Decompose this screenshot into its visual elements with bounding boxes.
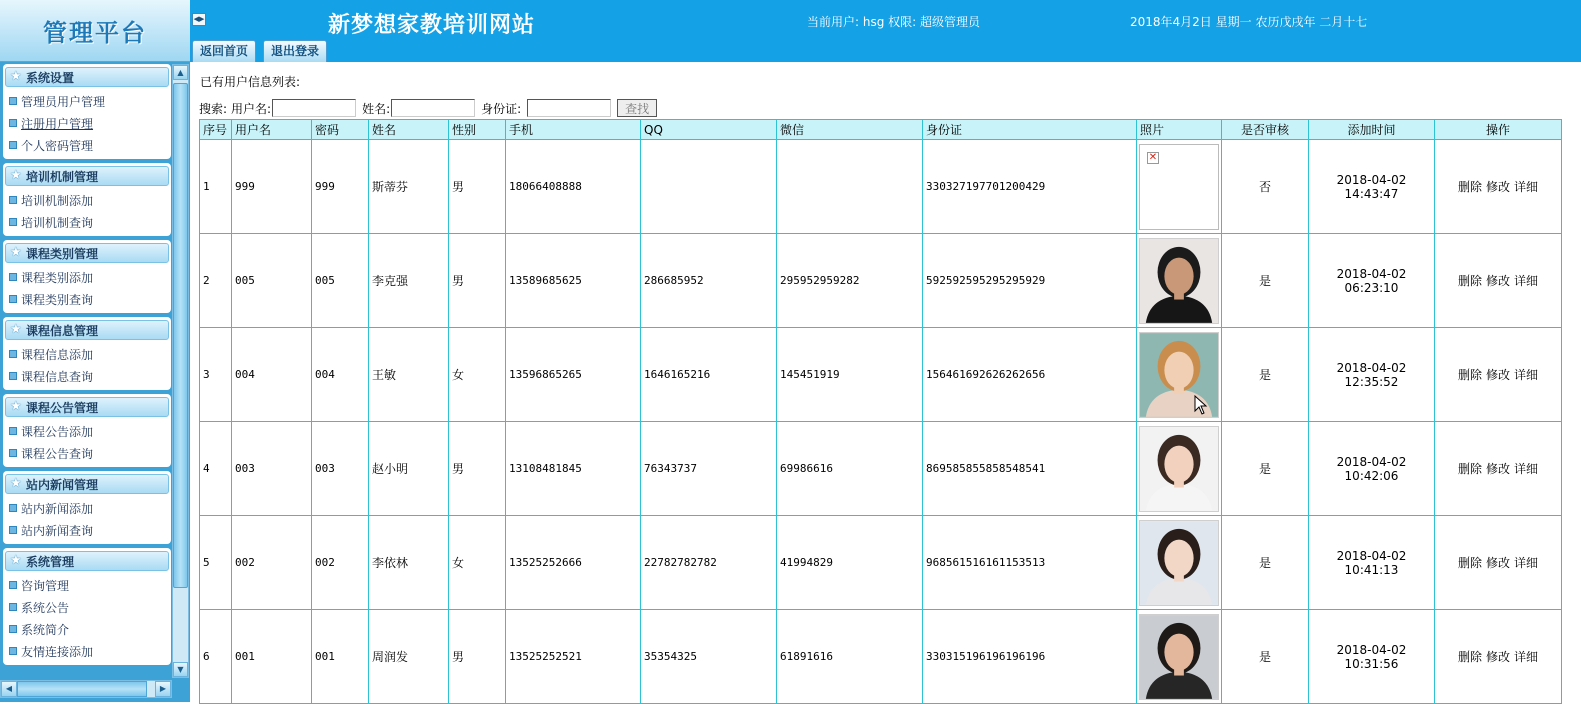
cell-actions [1435,516,1562,610]
sidebar-item-label: 管理员用户管理 [21,94,106,109]
idcard-search-input[interactable] [527,99,611,117]
nav-group-header[interactable] [5,166,169,186]
cell-gender: 女 [449,328,506,422]
search-bar [199,99,657,117]
cell-phone: 13525252521 [506,610,641,704]
logo-text: 管理平台 [43,18,147,47]
bullet-icon [9,119,17,127]
delete-link[interactable]: 删除 [1457,180,1482,194]
nav-group [3,163,171,236]
cell-approved: 是 [1222,328,1309,422]
scroll-up-icon[interactable]: ▲ [173,65,188,80]
bullet-icon [9,427,17,435]
sidebar-item[interactable] [5,211,169,233]
column-header: 手机 [506,120,641,140]
column-header: 照片 [1137,120,1222,140]
bullet-icon [9,449,17,457]
sidebar-item-label: 系统公告 [21,600,70,615]
cell-phone: 13596865265 [506,328,641,422]
search-label: 搜索: [199,101,228,116]
search-button[interactable]: 查找 [617,99,657,117]
sidebar-item-label: 课程类别查询 [21,292,94,307]
star-icon: ★ [10,69,22,84]
username-search-input[interactable] [272,99,356,117]
cell-password: 005 [312,234,369,328]
cell-added: 2018-04-02 10:41:13 [1309,516,1435,610]
cell-wechat: 295952959282 [777,234,923,328]
table-row [200,328,1562,422]
cell-actions [1435,610,1562,704]
edit-link[interactable]: 修改 [1485,556,1510,570]
nav-group [3,64,171,159]
cell-added: 2018-04-02 12:35:52 [1309,328,1435,422]
cell-no: 1 [200,140,232,234]
column-header: 用户名 [232,120,312,140]
cell-username: 005 [232,234,312,328]
table-row [200,422,1562,516]
date-info: 2018年4月2日 星期一 农历戊戌年 二月十七 [1130,15,1368,29]
user-photo [1139,238,1219,324]
bullet-icon [9,295,17,303]
scroll-right-icon[interactable]: ▶ [155,681,171,697]
cell-username: 002 [232,516,312,610]
sidebar-item-label: 咨询管理 [21,578,70,593]
cell-gender: 男 [449,422,506,516]
site-title: 新梦想家教培训网站 [328,12,536,38]
cell-actions [1435,234,1562,328]
nav-group-title: 系统管理 [26,554,75,569]
sidebar-item-label: 课程公告添加 [21,424,94,439]
column-header: 是否审核 [1222,120,1309,140]
nav-group-header[interactable] [5,243,169,263]
cell-name: 李依林 [369,516,449,610]
cell-photo [1137,422,1222,516]
nav-group [3,240,171,313]
nav-group-header[interactable] [5,67,169,87]
sidebar-item-label: 课程公告查询 [21,446,94,461]
cell-approved: 是 [1222,516,1309,610]
cell-no: 4 [200,422,232,516]
nav-group-header[interactable] [5,320,169,340]
column-header: 性别 [449,120,506,140]
sidebar-item-label: 友情连接添加 [21,644,94,659]
cell-qq: 76343737 [641,422,777,516]
column-header: QQ [641,120,777,140]
cell-photo [1137,610,1222,704]
cell-actions [1435,328,1562,422]
cell-photo [1137,516,1222,610]
column-header: 身份证 [923,120,1137,140]
sidebar-item-label: 站内新闻查询 [21,523,94,538]
bullet-icon [9,603,17,611]
cell-wechat: 61891616 [777,610,923,704]
sidebar-item[interactable] [5,420,169,442]
column-header: 微信 [777,120,923,140]
nav-group [3,394,171,467]
scroll-down-icon[interactable]: ▼ [173,662,188,677]
logout-tab[interactable]: 退出登录 [263,40,327,62]
cell-no: 6 [200,610,232,704]
delete-link[interactable]: 删除 [1457,274,1482,288]
delete-link[interactable]: 删除 [1457,462,1482,476]
column-header: 操作 [1435,120,1562,140]
user-table [199,119,1562,704]
cell-username: 001 [232,610,312,704]
user-photo [1139,520,1219,606]
detail-link[interactable]: 详细 [1514,180,1539,194]
cell-approved: 是 [1222,610,1309,704]
detail-link[interactable]: 详细 [1514,274,1539,288]
star-icon: ★ [10,245,22,260]
bullet-icon [9,625,17,633]
sidebar-item[interactable] [5,497,169,519]
list-title: 已有用户信息列表: [200,75,301,89]
cell-username: 004 [232,328,312,422]
sidebar-item-label: 课程类别添加 [21,270,94,285]
cell-added: 2018-04-02 10:31:56 [1309,610,1435,704]
sidebar-item[interactable] [5,640,169,662]
bullet-icon [9,218,17,226]
cell-name: 斯蒂芬 [369,140,449,234]
cell-approved: 是 [1222,234,1309,328]
cell-wechat: 145451919 [777,328,923,422]
cell-gender: 女 [449,516,506,610]
nav-group-title: 系统设置 [26,70,75,85]
sidebar-item-label: 系统简介 [21,622,70,637]
bullet-icon [9,372,17,380]
table-row [200,140,1562,234]
sidebar-horizontal-scrollbar[interactable] [0,680,172,698]
cell-phone: 13589685625 [506,234,641,328]
cell-password: 003 [312,422,369,516]
star-icon: ★ [10,399,22,414]
star-icon: ★ [10,553,22,568]
cell-username: 999 [232,140,312,234]
cell-no: 2 [200,234,232,328]
cell-approved: 否 [1222,140,1309,234]
cell-gender: 男 [449,234,506,328]
edit-link[interactable]: 修改 [1485,368,1510,382]
table-row [200,516,1562,610]
cell-name: 王敏 [369,328,449,422]
table-row [200,610,1562,704]
sidebar-item[interactable] [5,288,169,310]
star-icon: ★ [10,322,22,337]
edit-link[interactable]: 修改 [1485,462,1510,476]
cell-wechat: 41994829 [777,516,923,610]
current-user-info: 当前用户: hsg 权限: 超级管理员 [807,15,981,29]
nav-group-header[interactable] [5,551,169,571]
nav-group-title: 课程公告管理 [26,400,99,415]
sidebar-item-label: 课程信息查询 [21,369,94,384]
cell-photo [1137,234,1222,328]
cell-qq: 286685952 [641,234,777,328]
cell-qq: 35354325 [641,610,777,704]
cell-no: 3 [200,328,232,422]
header [190,0,1581,62]
cell-qq: 1646165216 [641,328,777,422]
username-label: 用户名: [231,101,272,116]
home-tab[interactable]: 返回首页 [192,40,256,62]
sidebar-item[interactable] [5,90,169,112]
bullet-icon [9,504,17,512]
broken-image-icon: ✕ [1139,144,1219,230]
name-search-input[interactable] [391,99,475,117]
detail-link[interactable]: 详细 [1514,556,1539,570]
sidebar-vertical-scrollbar[interactable] [172,64,189,678]
sidebar-item[interactable] [5,618,169,640]
cell-no: 5 [200,516,232,610]
nav-group [3,471,171,544]
delete-link[interactable]: 删除 [1457,368,1482,382]
star-icon: ★ [10,476,22,491]
cell-gender: 男 [449,610,506,704]
sidebar-item[interactable] [5,189,169,211]
cell-idcard: 330327197701200429 [923,140,1137,234]
cell-photo [1137,328,1222,422]
bullet-icon [9,526,17,534]
user-photo [1139,426,1219,512]
cell-qq: 22782782782 [641,516,777,610]
cell-name: 周润发 [369,610,449,704]
cell-wechat: 69986616 [777,422,923,516]
cell-idcard: 156461692626262656 [923,328,1137,422]
cell-phone: 18066408888 [506,140,641,234]
cell-idcard: 869585855858548541 [923,422,1137,516]
cell-actions [1435,140,1562,234]
cell-idcard: 968561516161153513 [923,516,1137,610]
scrollbar-thumb[interactable] [17,681,147,697]
user-photo [1139,614,1219,700]
bullet-icon [9,273,17,281]
nav-group [3,317,171,390]
sidebar-item-label: 注册用户管理 [21,116,94,131]
nav-group-title: 课程类别管理 [26,246,99,261]
cell-name: 李克强 [369,234,449,328]
mouse-cursor-icon [1194,395,1208,415]
delete-link[interactable]: 删除 [1457,556,1482,570]
bullet-icon [9,581,17,589]
sidebar-item[interactable] [5,266,169,288]
detail-link[interactable]: 详细 [1514,462,1539,476]
bullet-icon [9,97,17,105]
sidebar [0,0,190,702]
cell-qq [641,140,777,234]
sidebar-item-label: 站内新闻添加 [21,501,94,516]
collapse-sidebar-icon[interactable]: ◀▶ [192,13,206,26]
scrollbar-thumb[interactable] [173,83,188,588]
sidebar-item-label: 个人密码管理 [21,138,94,153]
cell-added: 2018-04-02 10:42:06 [1309,422,1435,516]
table-header-row [200,120,1562,140]
cell-username: 003 [232,422,312,516]
bullet-icon [9,350,17,358]
cell-idcard: 592592595295295929 [923,234,1137,328]
edit-link[interactable]: 修改 [1485,180,1510,194]
name-label: 姓名: [362,101,391,116]
nav-group-header[interactable] [5,474,169,494]
cell-phone: 13525252666 [506,516,641,610]
cell-gender: 男 [449,140,506,234]
logo [0,0,190,62]
bullet-icon [9,647,17,655]
sidebar-item-label: 培训机制查询 [21,215,94,230]
idcard-label: 身份证: [481,101,522,116]
star-icon: ★ [10,168,22,183]
sidebar-item[interactable] [5,596,169,618]
edit-link[interactable]: 修改 [1485,650,1510,664]
cell-added: 2018-04-02 14:43:47 [1309,140,1435,234]
cell-password: 999 [312,140,369,234]
cell-name: 赵小明 [369,422,449,516]
bullet-icon [9,196,17,204]
detail-link[interactable]: 详细 [1514,368,1539,382]
main-content [198,62,1581,702]
cell-idcard: 330315196196196196 [923,610,1137,704]
cell-password: 002 [312,516,369,610]
cell-password: 001 [312,610,369,704]
nav-group-title: 课程信息管理 [26,323,99,338]
nav-group-title: 培训机制管理 [26,169,99,184]
column-header: 添加时间 [1309,120,1435,140]
sidebar-item-label: 课程信息添加 [21,347,94,362]
bullet-icon [9,141,17,149]
sidebar-item[interactable] [5,442,169,464]
sidebar-nav [3,64,171,678]
detail-link[interactable]: 详细 [1514,650,1539,664]
column-header: 序号 [200,120,232,140]
sidebar-item[interactable] [5,574,169,596]
sidebar-item-label: 培训机制添加 [21,193,94,208]
sidebar-item[interactable] [5,519,169,541]
nav-group-header[interactable] [5,397,169,417]
cell-added: 2018-04-02 06:23:10 [1309,234,1435,328]
cell-wechat [777,140,923,234]
column-header: 密码 [312,120,369,140]
nav-group [3,548,171,665]
cell-approved: 是 [1222,422,1309,516]
nav-group-title: 站内新闻管理 [26,477,99,492]
sidebar-item[interactable] [5,343,169,365]
sidebar-item[interactable] [5,134,169,156]
scroll-left-icon[interactable]: ◀ [1,681,17,697]
delete-link[interactable]: 删除 [1457,650,1482,664]
edit-link[interactable]: 修改 [1485,274,1510,288]
sidebar-item[interactable] [5,112,169,134]
cell-actions [1435,422,1562,516]
sidebar-item[interactable] [5,365,169,387]
cell-password: 004 [312,328,369,422]
cell-phone: 13108481845 [506,422,641,516]
cell-photo [1137,140,1222,234]
table-row [200,234,1562,328]
column-header: 姓名 [369,120,449,140]
